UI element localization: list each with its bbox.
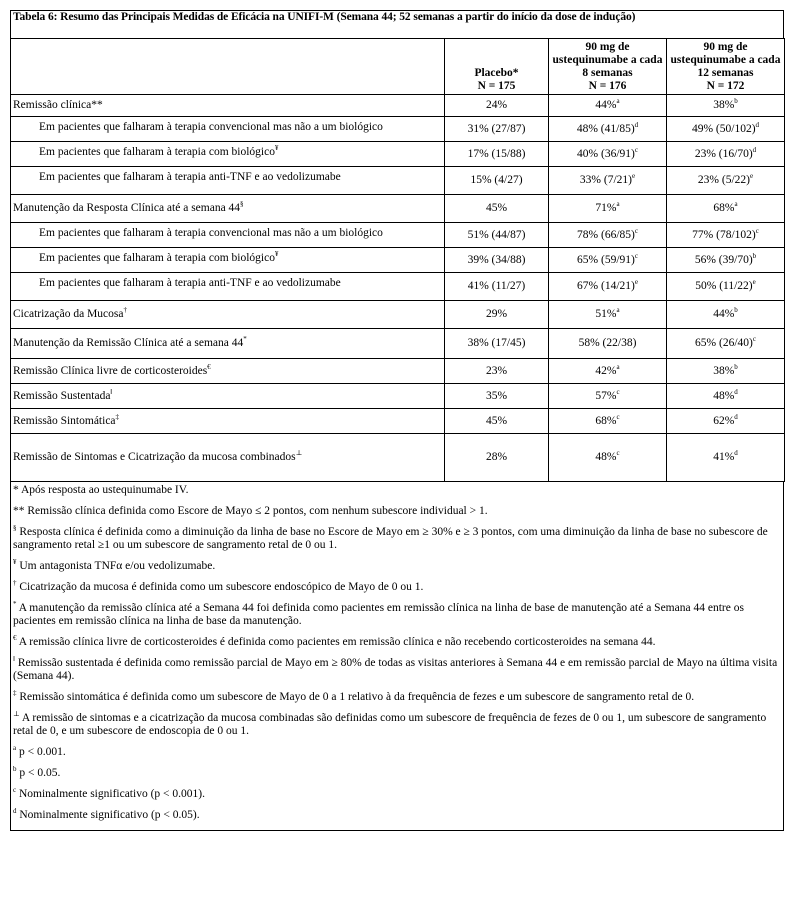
efficacy-table	[10, 38, 785, 482]
column-header-line2: N = 172	[706, 80, 745, 92]
cell-significance-mark: b	[734, 306, 738, 315]
cell-value: 77% (78/102)	[692, 228, 756, 241]
cell-value: 38%	[713, 99, 735, 111]
value-cell	[549, 434, 667, 482]
footnote-text: p < 0.05.	[19, 767, 61, 779]
row-label-text: Remissão de Sintomas e Cicatrização da mucosa combinados	[13, 451, 296, 463]
cell-value: 48% (41/85)	[576, 122, 635, 135]
row-label	[11, 301, 445, 329]
footnote-text: Nominalmente significativo (p < 0.05).	[19, 809, 200, 821]
footnote	[13, 809, 781, 822]
table-row	[11, 273, 785, 301]
cell-significance-mark: e	[631, 172, 636, 181]
footnote-mark: §	[13, 524, 17, 533]
footnote-mark: †	[13, 579, 17, 588]
footnote-mark: c	[13, 786, 17, 795]
footnote-mark: d	[13, 807, 17, 816]
cell-value: 44%	[713, 308, 735, 320]
cell-value: 67% (14/21)	[577, 280, 635, 292]
footnote	[13, 712, 781, 738]
cell-significance-mark: e	[634, 278, 638, 287]
row-label	[11, 195, 445, 223]
row-label	[11, 248, 445, 273]
column-header-q12w	[667, 39, 785, 95]
row-label-text: Remissão Clínica livre de corticosteroides	[13, 364, 208, 377]
footnote-text: Resposta clínica é definida como a diminuição da linha de base no Escore de Mayo em ≥ 30% e ≥ 3 pontos, com uma diminuição da linha de base no subescore de sangramento retal ≥1 ou um subescore de sangramento retal de 0 ou 1.	[13, 526, 768, 551]
cell-significance-mark: a	[616, 97, 620, 106]
cell-value: 68%	[713, 202, 735, 214]
cell-value: 31% (27/87)	[467, 122, 526, 135]
table-row	[11, 434, 785, 482]
value-cell	[667, 167, 785, 195]
cell-value: 58% (22/38)	[578, 337, 637, 349]
value-cell	[549, 167, 667, 195]
value-cell	[445, 95, 549, 117]
footnote-text: Cicatrização da mucosa é definida como um subescore endoscópico de Mayo de 0 ou 1.	[19, 581, 424, 593]
header-empty-cell	[11, 39, 445, 95]
value-cell	[667, 301, 785, 329]
value-cell	[549, 409, 667, 434]
value-cell	[549, 359, 667, 384]
cell-value: 65% (59/91)	[577, 253, 635, 266]
value-cell	[445, 223, 549, 248]
cell-significance-mark: c	[616, 449, 620, 458]
row-label-text: Em pacientes que falharam à terapia com biológico	[39, 252, 275, 264]
value-cell	[667, 223, 785, 248]
table-row	[11, 384, 785, 409]
cell-value: 45%	[485, 414, 508, 427]
cell-value: 33% (7/21)	[579, 174, 632, 186]
footnote	[13, 484, 781, 497]
value-cell	[445, 434, 549, 482]
footnote	[13, 581, 781, 594]
footnote-text: * Após resposta ao ustequinumabe IV.	[13, 484, 189, 496]
footnote-text: A remissão de sintomas e a cicatrização da mucosa combinadas são definidas como um subescore de frequência de fezes de 0 ou 1, um subescore de sangramento retal de 0, e um subescore de endoscopia de 0 ou 1.	[13, 712, 767, 737]
cell-significance-mark: c	[634, 145, 638, 154]
cell-value: 49% (50/102)	[691, 122, 756, 135]
cell-significance-mark: c	[755, 226, 759, 235]
value-cell	[445, 142, 549, 167]
footnote-mark: ‡	[13, 689, 17, 698]
cell-value: 51% (44/87)	[467, 228, 526, 241]
efficacy-table-container	[10, 10, 784, 831]
cell-value: 35%	[485, 389, 508, 402]
value-cell	[549, 248, 667, 273]
cell-significance-mark: b	[734, 97, 738, 106]
footnote	[13, 788, 781, 801]
row-label-text: Em pacientes que falharam à terapia convencional mas não a um biológico	[39, 227, 383, 239]
footnote	[13, 746, 781, 759]
row-label-text: Remissão clínica**	[13, 99, 103, 111]
row-label	[11, 223, 445, 248]
row-label	[11, 117, 445, 142]
row-label-text: Em pacientes que falharam à terapia com biológico	[39, 146, 275, 158]
footnote	[13, 657, 781, 683]
value-cell	[667, 142, 785, 167]
cell-significance-mark: d	[734, 449, 738, 458]
row-label-footnote-mark: §	[240, 200, 244, 209]
cell-value: 24%	[485, 99, 508, 111]
value-cell	[445, 273, 549, 301]
row-label-text: Em pacientes que falharam à terapia anti-TNF e ao vedolizumabe	[39, 171, 341, 183]
cell-significance-mark: a	[616, 306, 620, 315]
cell-significance-mark: e	[752, 278, 756, 287]
table-row	[11, 223, 785, 248]
footnote	[13, 526, 781, 552]
table-row	[11, 167, 785, 195]
table-row	[11, 117, 785, 142]
row-label-footnote-mark: †	[123, 306, 127, 315]
footnote-mark: ⊥	[13, 710, 20, 719]
cell-value: 71%	[595, 202, 617, 214]
table-row	[11, 195, 785, 223]
value-cell	[445, 359, 549, 384]
cell-significance-mark: a	[734, 200, 738, 209]
row-label-text: Em pacientes que falharam à terapia anti-TNF e ao vedolizumabe	[39, 277, 341, 289]
value-cell	[549, 384, 667, 409]
footnote-mark: €	[13, 634, 17, 643]
value-cell	[549, 329, 667, 359]
value-cell	[667, 117, 785, 142]
row-label	[11, 409, 445, 434]
value-cell	[445, 195, 549, 223]
cell-value: 28%	[485, 451, 508, 463]
footnote-mark: b	[13, 765, 17, 774]
row-label-text: Manutenção da Resposta Clínica até a semana 44	[13, 202, 241, 214]
row-label-text: Em pacientes que falharam à terapia convencional mas não a um biológico	[39, 121, 383, 133]
cell-significance-mark: c	[634, 251, 638, 260]
cell-significance-mark: d	[755, 120, 760, 129]
column-header-placebo	[445, 39, 549, 95]
table-row	[11, 142, 785, 167]
value-cell	[667, 434, 785, 482]
cell-value: 41% (11/27)	[467, 280, 526, 292]
table-row	[11, 359, 785, 384]
cell-significance-mark: c	[752, 335, 756, 344]
column-header-q8w	[549, 39, 667, 95]
header-row	[11, 39, 785, 95]
value-cell	[667, 248, 785, 273]
cell-significance-mark: c	[616, 412, 620, 421]
table-row	[11, 409, 785, 434]
row-label	[11, 167, 445, 195]
cell-value: 62%	[713, 414, 735, 427]
cell-significance-mark: d	[752, 145, 757, 154]
value-cell	[549, 301, 667, 329]
cell-value: 39% (34/88)	[467, 253, 526, 266]
column-header-line1: 90 mg de ustequinumabe a cada 8 semanas	[552, 41, 663, 79]
cell-value: 42%	[595, 364, 617, 377]
footnote	[13, 560, 781, 573]
cell-value: 51%	[595, 308, 617, 320]
row-label-text: Cicatrização da Mucosa	[13, 308, 124, 320]
cell-value: 15% (4/27)	[470, 174, 523, 186]
cell-value: 50% (11/22)	[695, 280, 753, 292]
cell-value: 56% (39/70)	[694, 253, 753, 266]
value-cell	[667, 329, 785, 359]
row-label	[11, 273, 445, 301]
cell-significance-mark: b	[734, 362, 738, 371]
cell-value: 44%	[595, 99, 617, 111]
column-header-line2: N = 176	[588, 80, 627, 92]
value-cell	[549, 142, 667, 167]
row-label-text: Remissão Sustentada	[13, 389, 111, 402]
footnote-text: Um antagonista TNFα e/ou vedolizumabe.	[19, 560, 216, 572]
cell-significance-mark: d	[734, 412, 738, 421]
cell-value: 48%	[595, 451, 617, 463]
table-caption: Tabela 6: Resumo das Principais Medidas de Eficácia na UNIFI-M (Semana 44; 52 semanas a partir do início da dose de indução)	[10, 10, 784, 38]
cell-value: 45%	[485, 202, 508, 214]
footnote	[13, 602, 781, 628]
footnote-text: A remissão clínica livre de corticosteroides é definida como pacientes em remissão clínica e não recebendo corticosteroides na semana 44.	[18, 636, 656, 648]
value-cell	[445, 301, 549, 329]
cell-significance-mark: b	[752, 251, 757, 260]
row-label	[11, 142, 445, 167]
table-row	[11, 248, 785, 273]
row-label	[11, 329, 445, 359]
value-cell	[445, 248, 549, 273]
column-header-line1: 90 mg de ustequinumabe a cada 12 semanas	[670, 41, 781, 79]
value-cell	[667, 273, 785, 301]
row-label-footnote-mark: ⊥	[295, 449, 303, 458]
cell-value: 29%	[485, 308, 508, 320]
table-row	[11, 95, 785, 117]
row-label	[11, 434, 445, 482]
cell-significance-mark: a	[616, 362, 620, 371]
value-cell	[549, 95, 667, 117]
value-cell	[549, 195, 667, 223]
cell-value: 57%	[595, 389, 617, 402]
cell-value: 38%	[713, 364, 735, 377]
cell-value: 23% (5/22)	[697, 174, 750, 186]
footnote-text: Nominalmente significativo (p < 0.001).	[18, 788, 205, 800]
row-label	[11, 384, 445, 409]
value-cell	[667, 359, 785, 384]
row-label-footnote-mark: €	[207, 362, 211, 371]
footnote-text: A manutenção da remissão clínica até a Semana 44 foi definida como pacientes em remissão clínica na linha de base de manutenção até a Semana 44 entre os pacientes em remissão clínica na linha de base da manutenção.	[13, 602, 744, 627]
row-label	[11, 95, 445, 117]
footnotes-section	[10, 482, 784, 831]
column-header-line2: N = 175	[477, 80, 516, 92]
row-label-footnote-mark: *	[243, 335, 247, 344]
cell-value: 41%	[713, 451, 735, 463]
footnote-mark: *	[13, 600, 17, 609]
cell-value: 17% (15/88)	[467, 147, 526, 160]
cell-value: 40% (36/91)	[577, 147, 635, 160]
table-row	[11, 301, 785, 329]
cell-significance-mark: d	[634, 120, 639, 129]
footnote-text: Remissão sustentada é definida como remissão parcial de Mayo em ≥ 80% de todas as visitas anteriores à Semana 44 e em remissão parcial de Mayo na última visita (Semana 44).	[13, 657, 778, 682]
column-header-line1: Placebo*	[474, 67, 519, 79]
cell-value: 48%	[713, 389, 735, 402]
footnote	[13, 767, 781, 780]
row-label	[11, 359, 445, 384]
footnote	[13, 636, 781, 649]
cell-value: 65% (26/40)	[695, 337, 753, 349]
cell-significance-mark: d	[734, 387, 738, 396]
footnote-text: p < 0.001.	[18, 746, 66, 758]
cell-significance-mark: a	[616, 200, 620, 209]
value-cell	[445, 329, 549, 359]
footnote-text: Remissão sintomática é definida como um subescore de Mayo de 0 a 1 relativo à da frequência de fezes e um subescore de sangramento retal de 0.	[19, 691, 695, 703]
row-label-footnote-mark: ¥	[274, 250, 279, 259]
value-cell	[667, 95, 785, 117]
row-label-text: Manutenção da Remissão Clínica até a semana 44	[13, 337, 244, 349]
cell-value: 78% (66/85)	[577, 228, 635, 241]
footnote	[13, 505, 781, 518]
cell-significance-mark: e	[749, 172, 754, 181]
value-cell	[549, 117, 667, 142]
value-cell	[445, 409, 549, 434]
value-cell	[549, 273, 667, 301]
value-cell	[667, 195, 785, 223]
footnote-mark: ¥	[13, 558, 17, 567]
cell-significance-mark: c	[634, 226, 638, 235]
footnote-mark: ‖	[13, 655, 15, 664]
row-label-footnote-mark: ‡	[115, 412, 120, 421]
value-cell	[445, 117, 549, 142]
footnote-mark: a	[13, 744, 17, 753]
row-label-footnote-mark: ‖	[110, 387, 113, 396]
cell-value: 23% (16/70)	[694, 147, 753, 160]
value-cell	[667, 384, 785, 409]
row-label-text: Remissão Sintomática	[13, 414, 116, 427]
table-row	[11, 329, 785, 359]
value-cell	[445, 384, 549, 409]
cell-significance-mark: c	[616, 387, 620, 396]
cell-value: 68%	[595, 414, 617, 427]
value-cell	[549, 223, 667, 248]
row-label-footnote-mark: ¥	[274, 144, 279, 153]
footnote	[13, 691, 781, 704]
footnote-text: ** Remissão clínica definida como Escore de Mayo ≤ 2 pontos, com nenhum subescore individual > 1.	[13, 505, 488, 517]
cell-value: 23%	[485, 364, 508, 377]
table-body	[11, 95, 785, 482]
cell-value: 38% (17/45)	[467, 337, 526, 349]
value-cell	[667, 409, 785, 434]
value-cell	[445, 167, 549, 195]
